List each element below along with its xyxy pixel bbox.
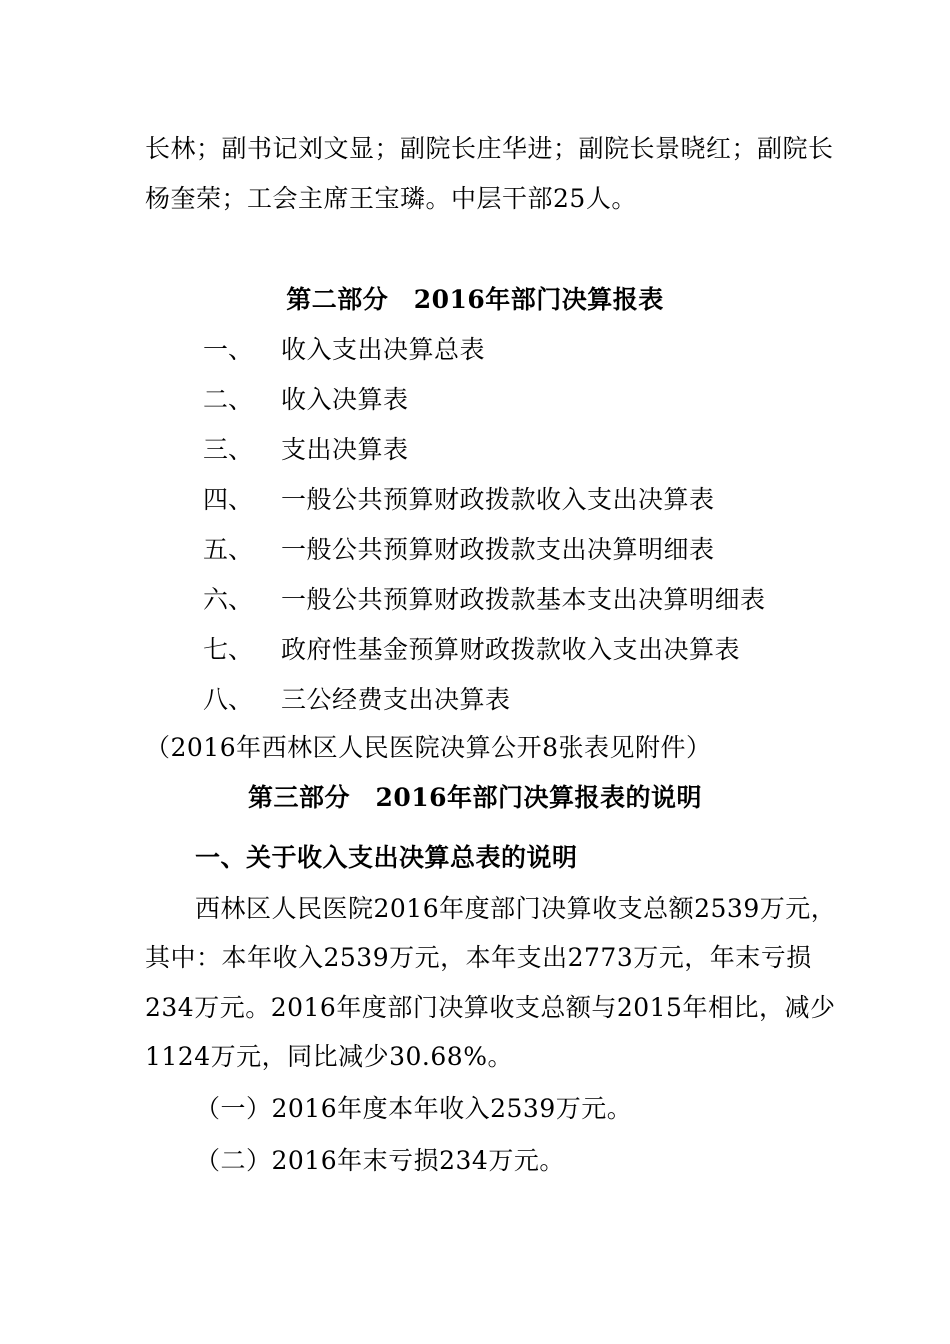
part3-heading: 第三部分 2016年部门决算报表的说明: [247, 783, 703, 812]
list-item-number: 七、: [203, 635, 254, 664]
list-item-label: 政府性基金预算财政拨款收入支出决算表: [281, 635, 741, 664]
section-title: 一、关于收入支出决算总表的说明: [195, 843, 578, 872]
paragraph-line: 西林区人民医院2016年度部门决算收支总额2539万元，: [195, 894, 837, 923]
paragraph-line: 其中：本年收入2539万元，本年支出2773万元，年末亏损: [145, 943, 812, 972]
deficit-subitem: （二）2016年末亏损234万元。: [195, 1146, 565, 1175]
intro-line-2: 杨奎荣；工会主席王宝璘。中层干部25人。: [145, 184, 637, 213]
list-item-label: 支出决算表: [281, 435, 409, 464]
list-item-label: 收入支出决算总表: [281, 335, 486, 364]
list-item-label: 一般公共预算财政拨款支出决算明细表: [281, 535, 715, 564]
list-item-number: 八、: [203, 685, 254, 714]
intro-line-1: 长林；副书记刘文显；副院长庄华进；副院长景晓红；副院长: [145, 134, 834, 163]
attachment-note: （2016年西林区人民医院决算公开8张表见附件）: [145, 733, 712, 762]
list-item-label: 一般公共预算财政拨款收入支出决算表: [281, 485, 715, 514]
list-item-number: 一、: [203, 335, 254, 364]
list-item-number: 六、: [203, 585, 254, 614]
list-item-label: 收入决算表: [281, 385, 409, 414]
income-subitem: （一）2016年度本年收入2539万元。: [195, 1094, 633, 1123]
list-item-number: 五、: [203, 535, 254, 564]
paragraph-line: 234万元。2016年度部门决算收支总额与2015年相比，减少: [145, 993, 836, 1022]
list-item-number: 三、: [203, 435, 254, 464]
list-item-number: 二、: [203, 385, 254, 414]
list-item-number: 四、: [203, 485, 254, 514]
list-item-label: 一般公共预算财政拨款基本支出决算明细表: [281, 585, 766, 614]
list-item-label: 三公经费支出决算表: [281, 685, 511, 714]
part2-heading: 第二部分 2016年部门决算报表: [286, 285, 664, 314]
paragraph-line: 1124万元，同比减少30.68%。: [145, 1042, 513, 1071]
